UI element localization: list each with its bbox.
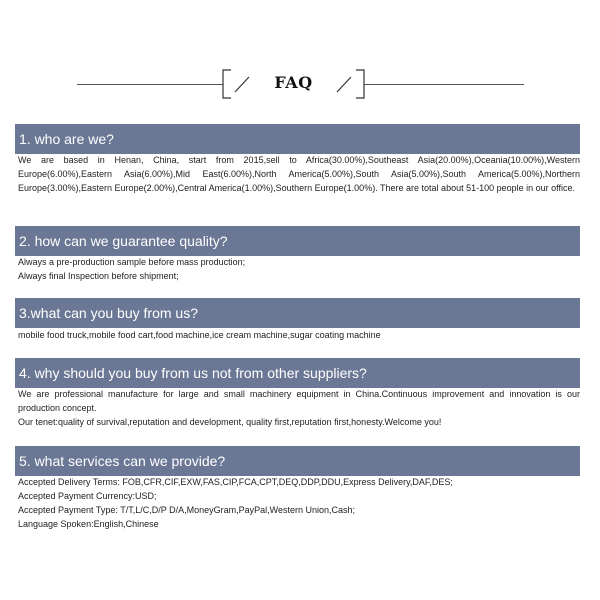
section-5-line-1: Accepted Delivery Terms: FOB,CFR,CIF,EXW,FAS,CIP,FCA,CPT,DEQ,DDP,DDU,Express Delivery,DAF,DES; xyxy=(18,477,453,487)
section-2-body xyxy=(18,255,580,283)
section-5-line-4: Language Spoken:English,Chinese xyxy=(18,519,159,529)
section-4-line-2: Our tenet:quality of survival,reputation and development, quality first,reputation first,honesty.Welcome you! xyxy=(18,417,442,427)
faq-title: FAQ xyxy=(274,73,313,92)
section-1-body xyxy=(18,153,580,195)
faq-header xyxy=(0,64,600,104)
section-2-line-1: Always a pre-production sample before mass production; xyxy=(18,257,246,267)
section-5-body xyxy=(18,475,580,531)
section-5-title: 5. what services can we provide? xyxy=(15,446,580,476)
section-4-body xyxy=(18,387,580,429)
section-1-line-1: We are based in Henan, China, start from 2015,sell to Africa(30.00%),Southeast Asia(20.00%),Oceania(10.00%),Western Europe(6.00%),Eastern Asia(6.00%),Mid East(6.00%),North America(5.00%),South Asia(5.00%),South America(5.00%),Northern Europe(3.00%),Eastern Europe(2.00%),Central America(1.00%),Southern Europe(1.00%). There are total about 51-100 people in our office. xyxy=(18,155,580,193)
section-4-line-1: We are professional manufacture for large and small machinery equipment in China.Continuous improvement and innovation is our production concept. xyxy=(18,389,580,413)
section-3-title: 3.what can you buy from us? xyxy=(15,298,580,328)
section-2-title: 2. how can we guarantee quality? xyxy=(15,226,580,256)
section-3-body xyxy=(18,328,580,342)
section-3-line-1: mobile food truck,mobile food cart,food machine,ice cream machine,sugar coating machine xyxy=(18,330,381,340)
section-1-title: 1. who are we? xyxy=(15,124,580,154)
section-5-line-2: Accepted Payment Currency:USD; xyxy=(18,491,157,501)
section-4-title: 4. why should you buy from us not from other suppliers? xyxy=(15,358,580,388)
section-5-line-3: Accepted Payment Type: T/T,L/C,D/P D/A,MoneyGram,PayPal,Western Union,Cash; xyxy=(18,505,355,515)
section-2-line-2: Always final Inspection before shipment; xyxy=(18,271,179,281)
